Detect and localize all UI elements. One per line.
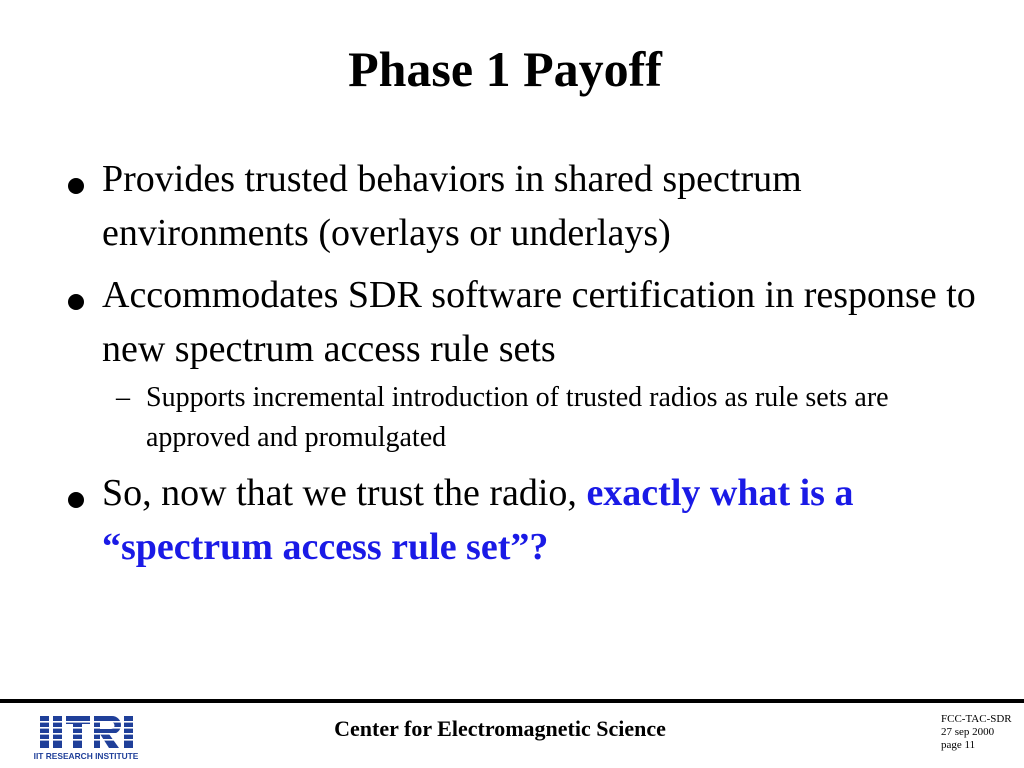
- footer-organization: Center for Electromagnetic Science: [334, 716, 666, 741]
- bullet-item: [62, 152, 982, 260]
- bullet-dot-icon: [68, 294, 84, 310]
- footer-divider: [0, 699, 1024, 703]
- bullet-list: [62, 152, 982, 582]
- sub-bullet-text: Supports incremental introduction of trusted radios as rule sets are approved and promulgated: [146, 382, 889, 453]
- sub-bullet-item: [102, 378, 982, 458]
- footer-page-number: page 11: [941, 739, 976, 751]
- dash-icon: –: [116, 382, 130, 413]
- bullet-item: [62, 268, 982, 458]
- bullet-text: So, now that we trust the radio,: [102, 472, 587, 514]
- bullet-dot-icon: [68, 492, 84, 508]
- emphasis-text: exactly what is a “spectrum access rule set”?: [102, 472, 854, 568]
- footer-meta: [941, 713, 1021, 752]
- sub-bullet-list: [102, 378, 982, 458]
- bullet-dot-icon: [68, 178, 84, 194]
- footer-date: 27 sep 2000: [941, 726, 995, 738]
- bullet-text: Provides trusted behaviors in shared spectrum environments (overlays or underlays): [102, 158, 802, 254]
- logo-subtext: IIT RESEARCH INSTITUTE: [33, 751, 139, 761]
- slide-title: Phase 1 Payoff: [348, 41, 662, 97]
- bullet-item: [62, 466, 982, 574]
- footer-doc-id: FCC-TAC-SDR: [941, 713, 1012, 725]
- bullet-text: Accommodates SDR software certification in response to new spectrum access rule sets: [102, 274, 976, 370]
